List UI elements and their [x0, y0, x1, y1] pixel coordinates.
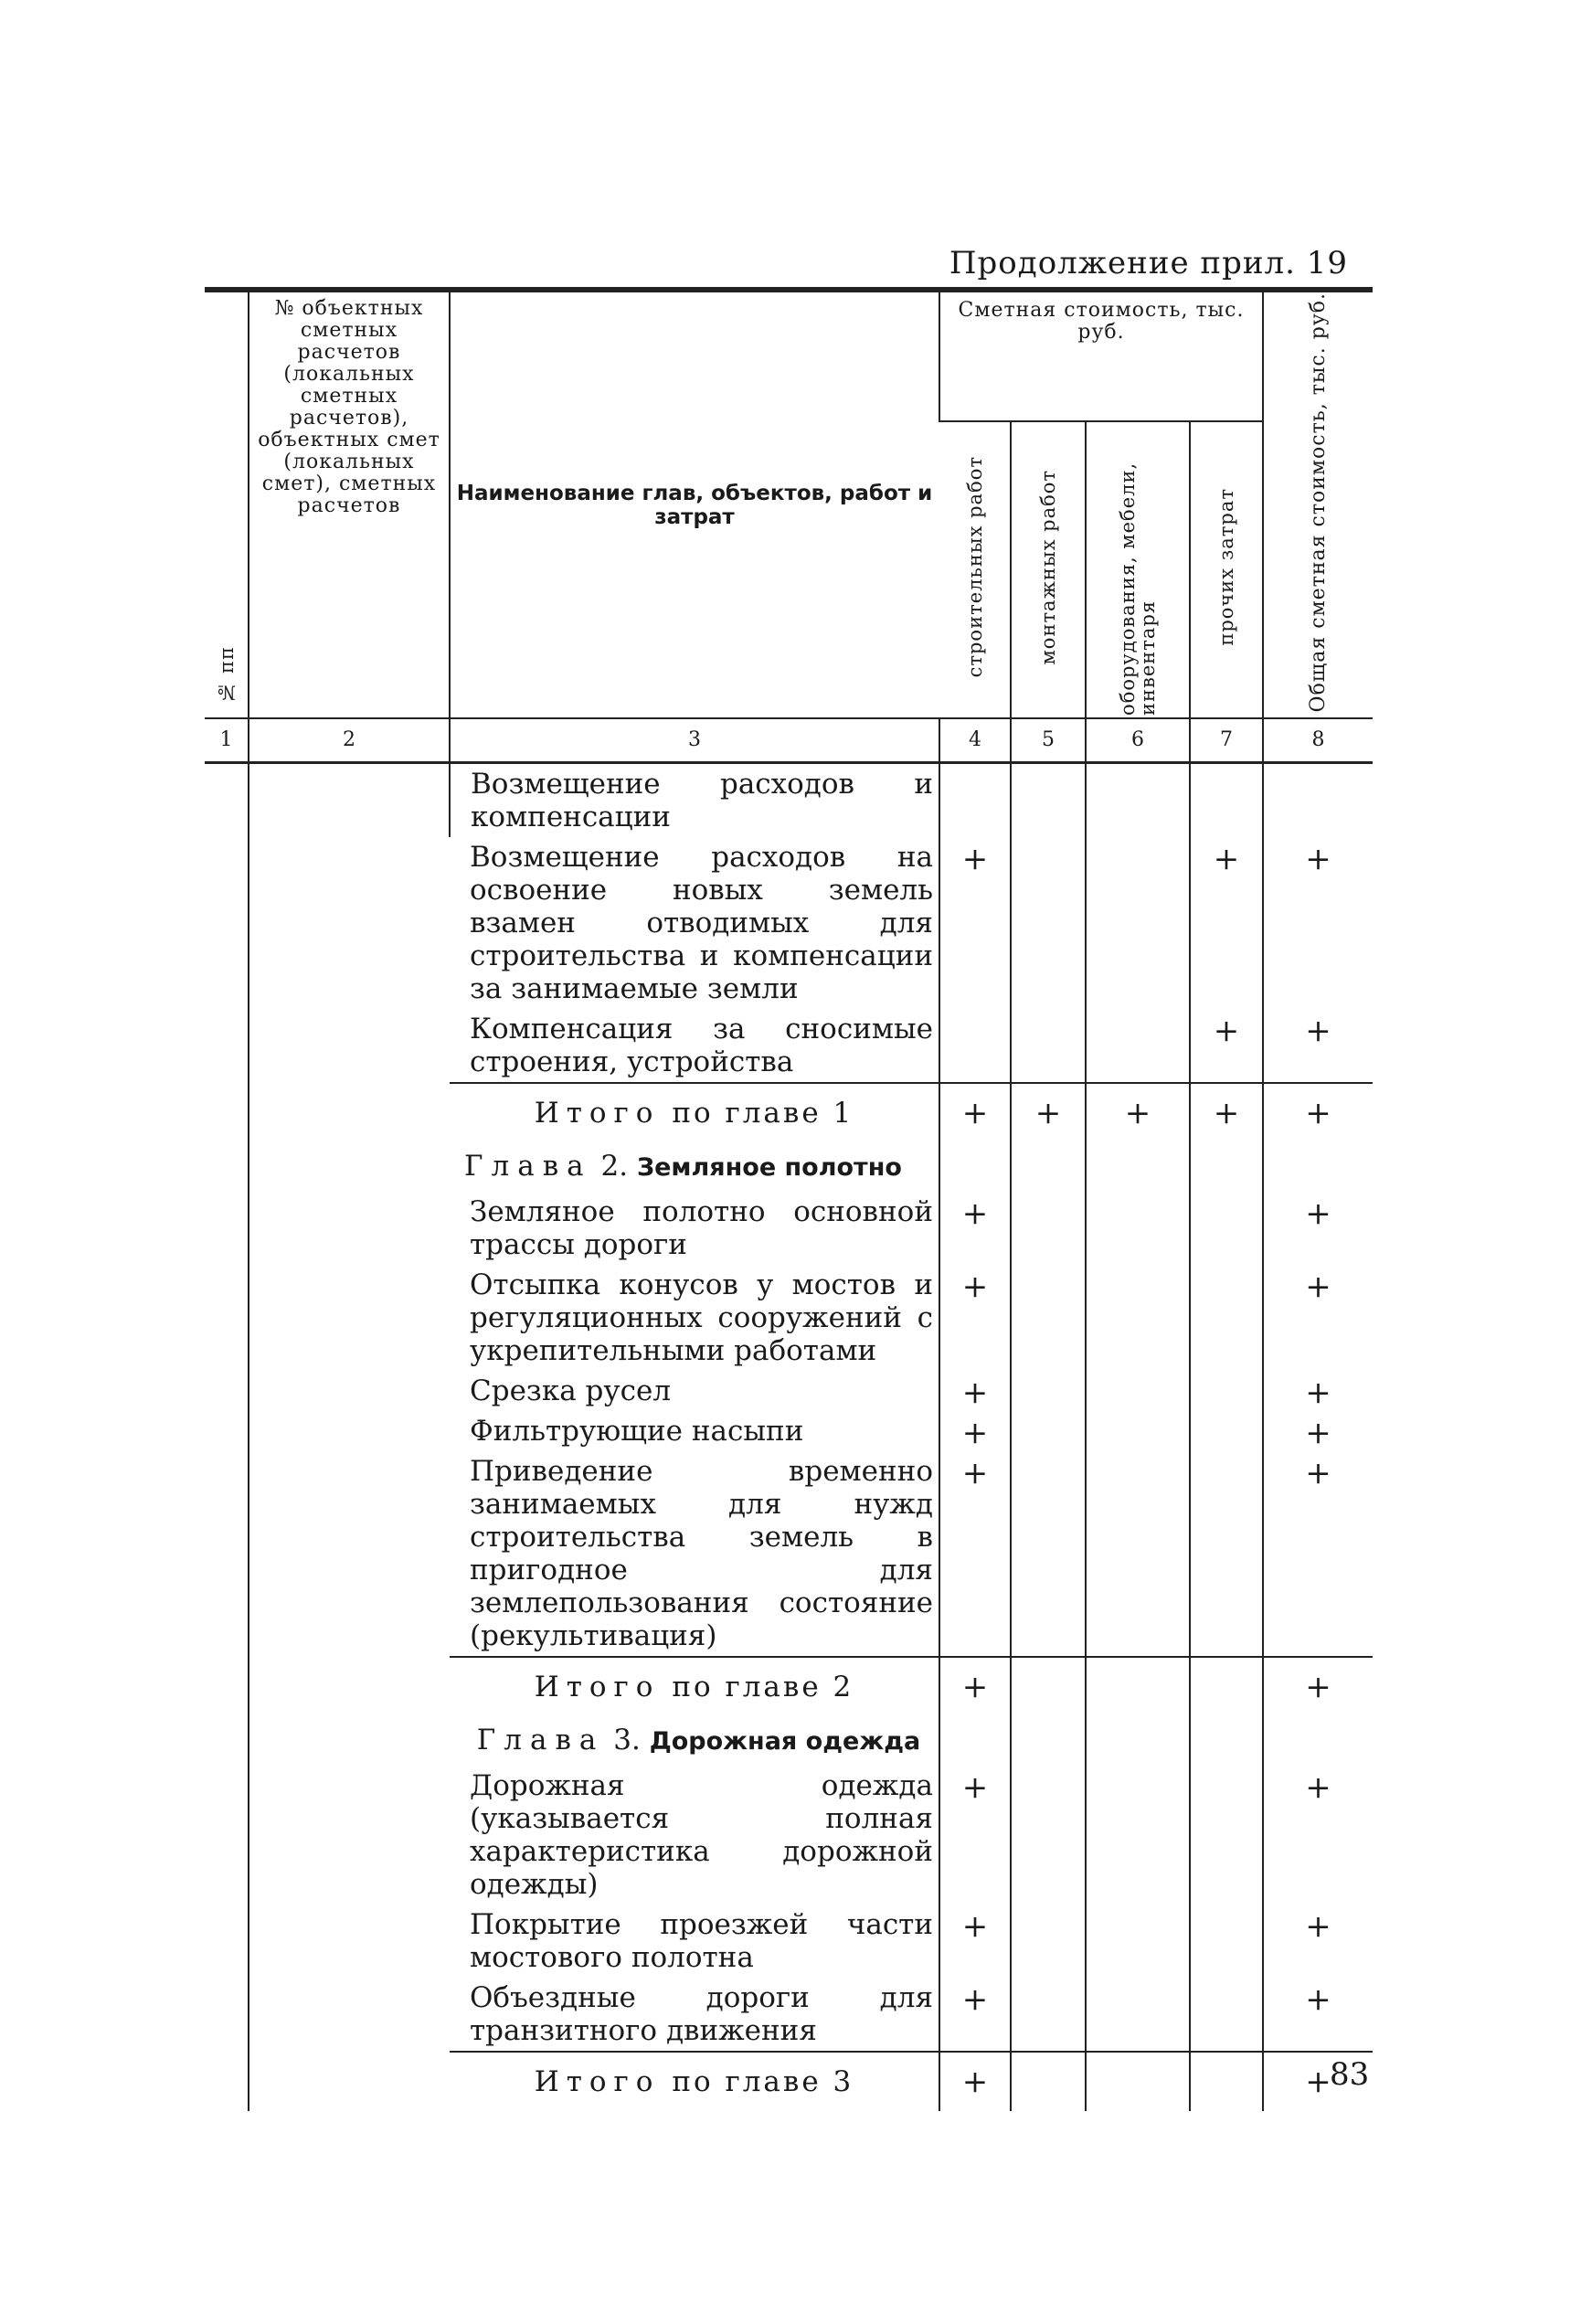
cell-installation — [1011, 1451, 1086, 1657]
column-number: 4 — [939, 718, 1011, 763]
cell-installation — [1011, 763, 1086, 838]
cell-construction — [939, 1009, 1011, 1083]
cell-other: + — [1190, 837, 1263, 1009]
cell-equipment — [1086, 1192, 1190, 1265]
cell-equipment — [1086, 1009, 1190, 1083]
cell-other — [1190, 1451, 1263, 1657]
chapter-heading: Глава 2. Земляное полотно — [464, 1150, 902, 1183]
row-number-cell — [205, 763, 249, 2112]
column-number: 3 — [450, 718, 939, 763]
cell-total: + — [1263, 1905, 1373, 1978]
cell-installation: + — [1011, 1083, 1086, 1142]
item-name: Покрытие проезжей части мостового полотна — [470, 1908, 933, 1975]
item-name: Возмещение расходов на освоение новых земель взамен отводимых для строительства и компенсации за занимаемые земли — [470, 841, 933, 1006]
subtotal-label: Итого по главе 1 — [534, 1097, 854, 1130]
cell-equipment — [1086, 1451, 1190, 1657]
cell-total: + — [1263, 2052, 1373, 2111]
cell-construction: + — [939, 1451, 1011, 1657]
cell-other: + — [1190, 1009, 1263, 1083]
cell-other — [1190, 1371, 1263, 1411]
column-number: 2 — [249, 718, 450, 763]
cell-total: + — [1263, 1371, 1373, 1411]
cell-installation — [1011, 1265, 1086, 1371]
column-number: 1 — [205, 718, 249, 763]
header-installation-works: монтажных работ — [1011, 421, 1086, 719]
header-equipment: оборудования, мебели, инвентаря — [1086, 421, 1190, 719]
cell-total: + — [1263, 837, 1373, 1009]
cell-construction: + — [939, 1192, 1011, 1265]
item-name: Компенсация за сносимые строения, устройства — [450, 1009, 939, 1083]
cell-equipment — [1086, 763, 1190, 838]
cell-equipment — [1086, 1657, 1190, 1716]
cell-construction: + — [939, 1905, 1011, 1978]
cell-installation — [1011, 1905, 1086, 1978]
item-name: Объездные дороги для транзитного движения — [450, 1978, 939, 2052]
header-other-costs: прочих затрат — [1190, 421, 1263, 719]
item-name: Отсыпка конусов у мостов и регуляционных сооружений с укрепительными работами — [470, 1268, 933, 1368]
cell-total — [1263, 763, 1373, 838]
cell-other — [1190, 1265, 1263, 1371]
column-number: 8 — [1263, 718, 1373, 763]
cell-construction: + — [939, 1657, 1011, 1716]
subtotal-label: Итого по главе 2 — [534, 1671, 854, 1704]
page-caption: Продолжение прил. 19 — [949, 245, 1348, 281]
cell-other — [1190, 1657, 1263, 1716]
cell-other: + — [1190, 1083, 1263, 1142]
subtotal-label: Итого по главе 3 — [534, 2065, 854, 2099]
estimate-table — [205, 287, 1373, 2111]
item-name: Срезка русел — [470, 1374, 672, 1408]
cell-total: + — [1263, 1411, 1373, 1451]
column-number: 5 — [1011, 718, 1086, 763]
cell-total: + — [1263, 1083, 1373, 1142]
cell-installation — [1011, 1009, 1086, 1083]
cell-other — [1190, 1411, 1263, 1451]
cell-installation — [1011, 1657, 1086, 1716]
cell-other — [1190, 1766, 1263, 1905]
cell-construction: + — [939, 2052, 1011, 2111]
header-name: Наименование глав, объектов, работ и затрат — [450, 290, 939, 718]
cell-other — [1190, 1192, 1263, 1265]
item-name: Земляное полотно основной трассы дороги — [470, 1195, 933, 1262]
cell-equipment — [1086, 1411, 1190, 1451]
estimate-table-container — [205, 287, 1373, 2111]
cell-installation — [1011, 1978, 1086, 2052]
header-construction-works: строительных работ — [939, 421, 1011, 719]
cell-equipment — [1086, 1978, 1190, 2052]
cell-installation — [1011, 2052, 1086, 2111]
cell-construction — [939, 763, 1011, 838]
header-object-estimates: № объектных сметных расчетов (локальных сметных расчетов), объектных смет (локальных смет), сметных расчетов — [249, 290, 450, 718]
cell-other — [1190, 1905, 1263, 1978]
cell-equipment — [1086, 1371, 1190, 1411]
column-number: 7 — [1190, 718, 1263, 763]
cell-total: + — [1263, 1192, 1373, 1265]
cell-construction: + — [939, 1766, 1011, 1905]
object-estimate-cell — [249, 763, 450, 2112]
cell-equipment — [1086, 1265, 1190, 1371]
page-number: 83 — [1330, 2056, 1370, 2093]
cell-total: + — [1263, 1265, 1373, 1371]
cell-construction: + — [939, 1411, 1011, 1451]
cell-construction: + — [939, 1083, 1011, 1142]
cell-total: + — [1263, 1451, 1373, 1657]
cell-equipment — [1086, 1766, 1190, 1905]
cell-total: + — [1263, 1009, 1373, 1083]
cell-equipment — [1086, 837, 1190, 1009]
cell-total: + — [1263, 1978, 1373, 2052]
cell-construction: + — [939, 1371, 1011, 1411]
column-number: 6 — [1086, 718, 1190, 763]
cell-total: + — [1263, 1766, 1373, 1905]
item-name: Возмещение расходов и компенсации — [450, 763, 939, 838]
cell-installation — [1011, 1766, 1086, 1905]
cell-installation — [1011, 837, 1086, 1009]
cell-installation — [1011, 1371, 1086, 1411]
cell-other — [1190, 2052, 1263, 2111]
chapter-heading: Глава 3. Дорожная одежда — [476, 1724, 921, 1757]
cell-equipment — [1086, 2052, 1190, 2111]
header-total-cost: Общая сметная стоимость, тыс. руб. — [1263, 290, 1373, 718]
table-row — [205, 763, 1373, 838]
cell-installation — [1011, 1411, 1086, 1451]
header-row-number: № пп — [205, 290, 249, 718]
cell-equipment: + — [1086, 1083, 1190, 1142]
cell-other — [1190, 1978, 1263, 2052]
item-name: Приведение временно занимаемых для нужд строительства земель в пригодное для землепользования состояние (рекультивация) — [450, 1451, 939, 1657]
cell-construction: + — [939, 837, 1011, 1009]
cell-total: + — [1263, 1657, 1373, 1716]
cell-construction: + — [939, 1978, 1011, 2052]
cell-other — [1190, 763, 1263, 838]
cell-equipment — [1086, 1905, 1190, 1978]
item-name: Фильтрующие насыпи — [470, 1415, 804, 1449]
header-estimated-cost: Сметная стоимость, тыс. руб. — [939, 290, 1263, 421]
cell-construction: + — [939, 1265, 1011, 1371]
cell-installation — [1011, 1192, 1086, 1265]
item-name: Дорожная одежда (указывается полная характеристика дорожной одежды) — [470, 1769, 933, 1902]
